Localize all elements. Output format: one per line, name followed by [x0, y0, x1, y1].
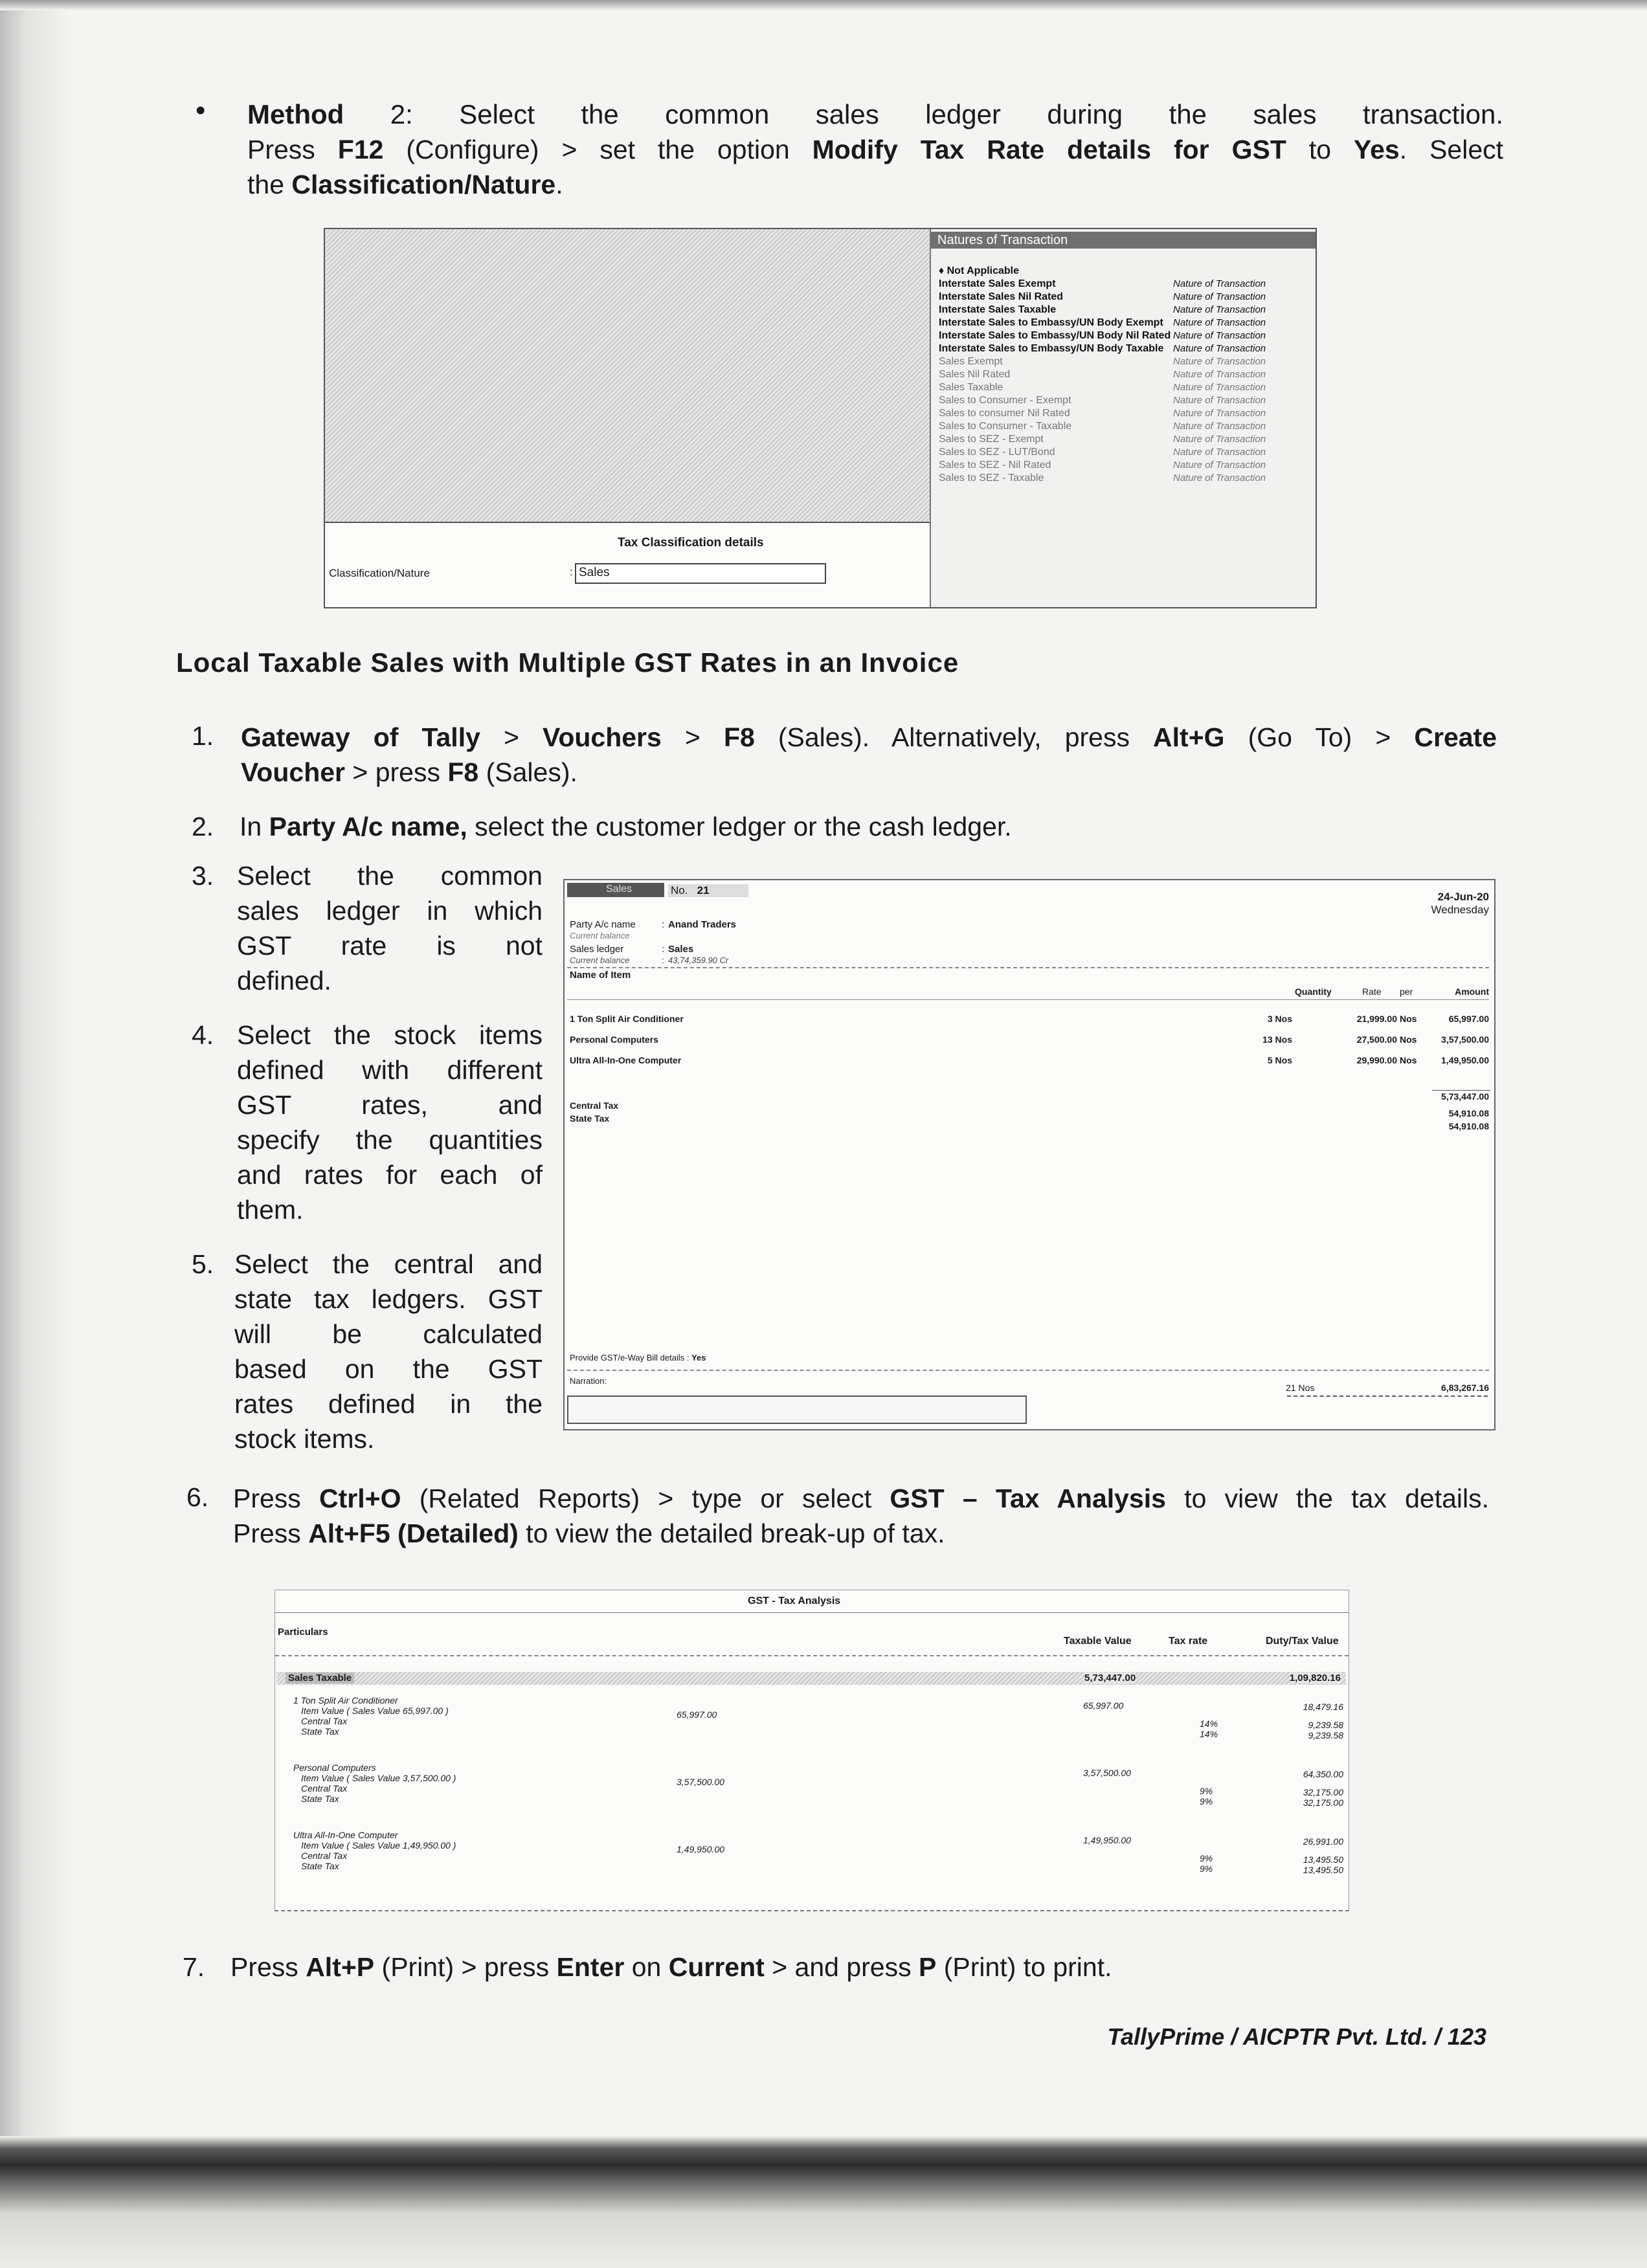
gst-analysis-screenshot — [274, 1590, 1349, 1911]
step-6-text: Press Ctrl+O (Related Reports) > type or select GST – Tax Analysis to view the tax details. Press Alt+F5 (Detailed) to view the detailed break-up of tax. — [233, 1484, 1490, 1548]
item-amount: 65,997.00 — [1448, 1014, 1489, 1024]
voucher-number: No. 21 — [668, 884, 748, 897]
section-heading: Local Taxable Sales with Multiple GST Rates in an Invoice — [176, 647, 959, 678]
analysis-ct-value: 32,175.00 — [1303, 1787, 1343, 1797]
voucher-day: Wednesday — [1431, 904, 1489, 916]
item-per: Nos — [1400, 1034, 1417, 1045]
bullet: • — [196, 94, 206, 126]
nature-type: Nature of Transaction — [1173, 278, 1266, 289]
nature-item[interactable]: Interstate Sales Taxable — [939, 304, 1057, 315]
item-name[interactable]: Ultra All-In-One Computer — [570, 1055, 682, 1065]
nature-type: Nature of Transaction — [1173, 460, 1266, 471]
col-particulars: Particulars — [278, 1627, 328, 1638]
central-tax-amount: 54,910.08 — [1448, 1108, 1489, 1118]
item-rate: 27,500.00 — [1356, 1034, 1397, 1045]
party-name[interactable]: Anand Traders — [668, 919, 737, 930]
method2-line2: Press F12 (Configure) > set the option Modify Tax Rate details for GST to Yes. Select — [247, 135, 1504, 164]
total-amount: 6,83,267.16 — [1441, 1383, 1489, 1393]
nature-type: Nature of Transaction — [1173, 421, 1266, 432]
classification-input[interactable] — [575, 563, 826, 584]
col-per-header: per — [1400, 986, 1413, 997]
analysis-item-mid: 65,997.00 — [677, 1709, 717, 1720]
group-row[interactable]: Sales Taxable 5,73,447.00 1,09,820.16 — [276, 1672, 1346, 1685]
analysis-item-duty: 18,479.16 — [1303, 1702, 1343, 1712]
natures-list-panel — [931, 229, 1316, 607]
party-balance-label: Current balance — [570, 931, 630, 940]
nature-type: Nature of Transaction — [1173, 382, 1266, 393]
total-quantity: 21 Nos — [1286, 1383, 1315, 1393]
central-tax-label[interactable]: Central Tax — [570, 1100, 619, 1111]
nature-item[interactable]: Interstate Sales Exempt — [939, 278, 1056, 289]
step-5-number: 5. — [192, 1249, 214, 1279]
item-amount: 3,57,500.00 — [1441, 1034, 1489, 1045]
analysis-item-name[interactable]: 1 Ton Split Air Conditioner — [293, 1695, 398, 1706]
voucher-type-badge: Sales — [567, 883, 664, 897]
step-3-text: Select the common sales ledger in which GST rate is not defined. — [237, 861, 543, 995]
analysis-st-rate: 9% — [1200, 1863, 1213, 1874]
analysis-item-taxable: 1,49,950.00 — [1083, 1835, 1131, 1845]
analysis-item-name[interactable]: Ultra All-In-One Computer — [293, 1830, 398, 1840]
nature-type: Nature of Transaction — [1173, 434, 1266, 445]
step-3-number: 3. — [192, 861, 214, 891]
analysis-ct-label: Central Tax — [301, 1783, 348, 1794]
nature-item[interactable]: Sales to SEZ - Nil Rated — [939, 460, 1051, 471]
nature-type: Nature of Transaction — [1173, 395, 1266, 406]
nature-item[interactable]: Interstate Sales to Embassy/UN Body Nil Rated — [939, 330, 1171, 341]
col-item-header: Name of Item — [570, 970, 631, 981]
item-rate: 21,999.00 — [1356, 1014, 1397, 1024]
item-per: Nos — [1400, 1014, 1417, 1024]
analysis-title: GST - Tax Analysis — [748, 1595, 841, 1606]
nature-item[interactable]: Interstate Sales to Embassy/UN Body Exempt — [939, 317, 1163, 328]
analysis-st-rate: 9% — [1200, 1796, 1213, 1807]
method2-line3: the Classification/Nature. — [247, 170, 563, 199]
analysis-st-rate: 14% — [1200, 1729, 1218, 1739]
nature-type: Nature of Transaction — [1173, 369, 1266, 380]
analysis-st-value: 9,239.58 — [1308, 1730, 1343, 1740]
sales-voucher-screenshot: Sales No. 21 24-Jun-20 Wednesday Party A/c name : Anand Traders Current balance Sales ledger : Sales Current balance : 43,74,359.90 Cr Name of Item Quantity Rate per Amount 1 Ton Split Air Conditioner 3 Nos 21,999.00 Nos 65,997.00 Personal Computers 13 Nos 27,500.00 Nos 3,57,500.00 Ultra All-In-One Computer 5 Nos 29,990.00 Nos 1,49,950.00 5,73,447.00 Central Tax 54,910.08 State Tax 54,910.08 Provide GST/e-Way Bill details : Yes Narration: 21 Nos 6,83,267.16 — [563, 879, 1496, 1430]
nature-item[interactable]: Sales to SEZ - Exempt — [939, 434, 1044, 445]
analysis-ct-value: 13,495.50 — [1303, 1854, 1343, 1865]
nature-type: Nature of Transaction — [1173, 343, 1266, 354]
analysis-ct-rate: 9% — [1200, 1853, 1213, 1863]
analysis-item-name[interactable]: Personal Computers — [293, 1762, 376, 1773]
ledger-label: Sales ledger — [570, 944, 624, 955]
method2-paragraph — [247, 97, 1503, 202]
item-qty: 3 Nos — [1267, 1014, 1292, 1024]
nature-item[interactable]: Sales Taxable — [939, 382, 1003, 393]
page-top-edge — [0, 0, 1647, 10]
natures-screenshot: Tax Classification details Classification/Nature : Sales Natures of Transaction ♦ Not Applicable Interstate Sales Exempt Nature of Transaction Interstate Sales Nil Rated Nature of Transaction Interstate Sales Taxable Nature of Transaction Interstate Sales to Embassy/UN Body Exempt Nature of Transaction Interstate Sales to Embassy/UN Body Nil Rated Nature of Transaction Interstate Sales to Embassy/UN Body Taxable Nature of Transaction Sales Exempt Nature of Transaction Sales Nil Rated Nature of Transaction Sales Taxable Nature of Transaction Sales to Consumer - Exempt Nature of Transaction Sales to consumer Nil Rated Nature of Transaction Sales to Consumer - Taxable Nature of Transaction Sales to SEZ - Exempt Nature of Transaction Sales to SEZ - LUT/Bond Nature of Transaction Sales to SEZ - Nil Rated Nature of Transaction Sales to SEZ - Taxable Nature of Transaction — [324, 228, 1317, 608]
step-1-text: Gateway of Tally > Vouchers > F8 (Sales). Alternatively, press Alt+G (Go To) > Create Voucher > press F8 (Sales). — [241, 722, 1497, 787]
nature-item[interactable]: Sales Nil Rated — [939, 369, 1011, 380]
item-rate: 29,990.00 — [1356, 1055, 1397, 1065]
page-shadow — [0, 0, 71, 2268]
voucher-subtotal: 5,73,447.00 — [1441, 1091, 1489, 1102]
item-name[interactable]: Personal Computers — [570, 1034, 658, 1045]
analysis-item-taxable: 3,57,500.00 — [1083, 1768, 1131, 1778]
analysis-st-label: State Tax — [301, 1861, 339, 1871]
classification-value: Sales — [579, 566, 610, 579]
state-tax-amount: 54,910.08 — [1448, 1121, 1489, 1131]
step-4-text: Select the stock items defined with different GST rates, and specify the quantities and rates for each of them. — [237, 1020, 543, 1225]
step-7-number: 7. — [183, 1952, 205, 1982]
analysis-item-value-label: Item Value ( Sales Value 3,57,500.00 ) — [301, 1773, 456, 1783]
col-amount-header: Amount — [1455, 986, 1489, 997]
analysis-item-duty: 26,991.00 — [1303, 1836, 1343, 1847]
analysis-ct-rate: 9% — [1200, 1786, 1213, 1796]
step-2-text: In Party A/c name, select the customer ledger or the cash ledger. — [240, 812, 1012, 841]
analysis-item-mid: 1,49,950.00 — [677, 1844, 724, 1854]
nature-item[interactable]: Interstate Sales to Embassy/UN Body Taxable — [939, 343, 1164, 354]
col-rate-header: Rate — [1362, 986, 1382, 997]
analysis-st-label: State Tax — [301, 1794, 339, 1804]
eway-row: Provide GST/e-Way Bill details : Yes — [570, 1353, 706, 1362]
tax-details-title: Tax Classification details — [618, 536, 764, 550]
nature-item[interactable]: Interstate Sales Nil Rated — [939, 291, 1064, 302]
nature-type: Nature of Transaction — [1173, 356, 1266, 367]
hatched-background — [325, 229, 930, 522]
item-name[interactable]: 1 Ton Split Air Conditioner — [570, 1014, 684, 1024]
nature-type: Nature of Transaction — [1173, 408, 1266, 419]
step-6-number: 6. — [186, 1482, 209, 1512]
party-label: Party A/c name — [570, 919, 636, 930]
sales-ledger[interactable]: Sales — [668, 944, 694, 955]
analysis-st-label: State Tax — [301, 1726, 339, 1737]
analysis-ct-rate: 14% — [1200, 1718, 1218, 1729]
nature-type: Nature of Transaction — [1173, 291, 1266, 302]
analysis-item-taxable: 65,997.00 — [1083, 1700, 1124, 1711]
analysis-item-value-label: Item Value ( Sales Value 1,49,950.00 ) — [301, 1840, 456, 1851]
nature-item[interactable]: Sales to Consumer - Exempt — [939, 395, 1071, 406]
item-qty: 5 Nos — [1267, 1055, 1292, 1065]
step-4-number: 4. — [192, 1020, 214, 1050]
narration-label: Narration: — [570, 1376, 607, 1386]
classification-label: Classification/Nature — [329, 567, 430, 579]
analysis-item-mid: 3,57,500.00 — [677, 1777, 724, 1787]
step-7-text: Press Alt+P (Print) > press Enter on Current > and press P (Print) to print. — [230, 1952, 1112, 1982]
analysis-ct-label: Central Tax — [301, 1716, 348, 1726]
nature-type: Nature of Transaction — [1173, 304, 1266, 315]
nature-item[interactable]: Sales Exempt — [939, 356, 1003, 367]
voucher-date: 24-Jun-20 — [1437, 891, 1489, 903]
nature-type: Nature of Transaction — [1173, 472, 1266, 484]
state-tax-label[interactable]: State Tax — [570, 1113, 610, 1124]
analysis-item-value-label: Item Value ( Sales Value 65,997.00 ) — [301, 1706, 449, 1716]
step-5-text: Select the central and state tax ledgers. GST will be calculated based on the GST rates defined in the stock items. — [234, 1249, 543, 1454]
col-qty-header: Quantity — [1295, 986, 1332, 997]
item-amount: 1,49,950.00 — [1441, 1055, 1489, 1065]
nature-item[interactable]: Sales to Consumer - Taxable — [939, 421, 1072, 432]
natures-list-header: Natures of Transaction — [931, 232, 1316, 249]
nature-item[interactable]: Sales to SEZ - LUT/Bond — [939, 447, 1055, 458]
analysis-st-value: 32,175.00 — [1303, 1797, 1343, 1808]
item-per: Nos — [1400, 1055, 1417, 1065]
item-qty: 13 Nos — [1262, 1034, 1292, 1045]
col-duty-value: Duty/Tax Value — [1266, 1636, 1339, 1647]
analysis-ct-label: Central Tax — [301, 1851, 348, 1861]
nature-item[interactable]: Sales to SEZ - Taxable — [939, 472, 1044, 484]
analysis-st-value: 13,495.50 — [1303, 1865, 1343, 1875]
step-2-number: 2. — [192, 812, 214, 841]
nature-item[interactable]: ♦ Not Applicable — [939, 265, 1020, 276]
ledger-balance-label: Current balance — [570, 955, 630, 965]
col-tax-rate: Tax rate — [1169, 1636, 1208, 1647]
nature-type: Nature of Transaction — [1173, 317, 1266, 328]
nature-item[interactable]: Sales to consumer Nil Rated — [939, 408, 1070, 419]
narration-input[interactable] — [567, 1395, 1027, 1424]
nature-type: Nature of Transaction — [1173, 447, 1266, 458]
col-taxable-value: Taxable Value — [1064, 1636, 1132, 1647]
ledger-balance: 43,74,359.90 Cr — [668, 955, 729, 965]
page-footer: TallyPrime / AICPTR Pvt. Ltd. / 123 — [1107, 2023, 1486, 2050]
page-bottom-edge — [0, 2136, 1647, 2268]
analysis-item-duty: 64,350.00 — [1303, 1769, 1343, 1779]
analysis-ct-value: 9,239.58 — [1308, 1720, 1343, 1730]
step-1-number: 1. — [192, 721, 214, 751]
method2-line1: Method 2: Select the common sales ledger during the sales transaction. — [247, 99, 1504, 129]
nature-type: Nature of Transaction — [1173, 330, 1266, 341]
